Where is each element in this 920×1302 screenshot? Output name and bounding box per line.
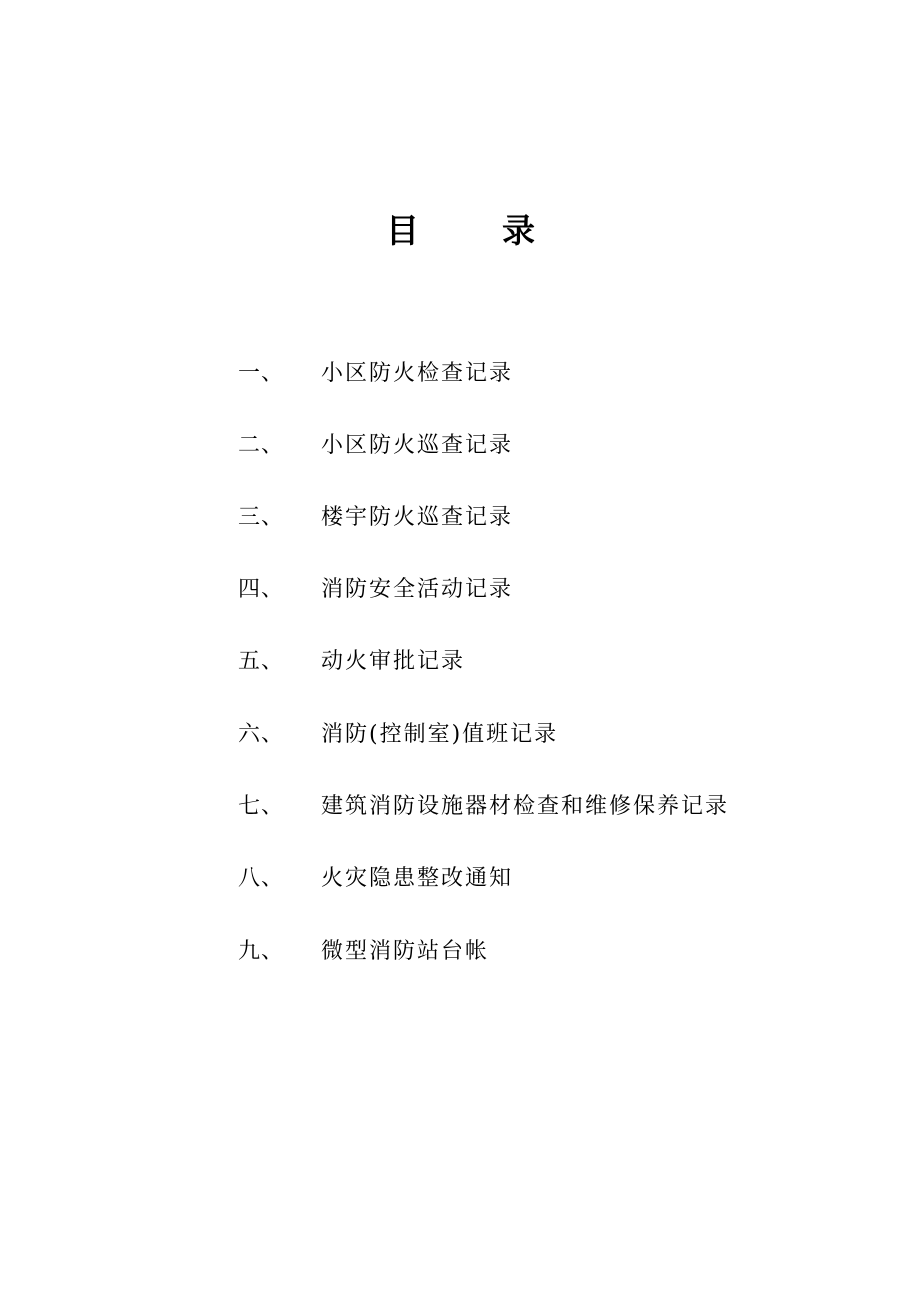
toc-item-number: 八、 bbox=[238, 866, 285, 891]
toc-item-number: 五、 bbox=[238, 649, 285, 674]
toc-item-number: 九、 bbox=[238, 939, 285, 964]
toc-item bbox=[0, 859, 920, 899]
toc-item-title: 消防(控制室)值班记录 bbox=[321, 722, 559, 747]
toc-item-title: 火灾隐患整改通知 bbox=[321, 866, 514, 891]
toc-item bbox=[0, 354, 920, 394]
toc-item-title: 小区防火巡查记录 bbox=[321, 433, 514, 458]
toc-item bbox=[0, 570, 920, 610]
toc-item bbox=[0, 932, 920, 972]
toc-item-number: 三、 bbox=[238, 505, 285, 530]
title-char-1: 目 bbox=[386, 211, 419, 250]
toc-item bbox=[0, 642, 920, 682]
title-char-2: 录 bbox=[502, 211, 535, 250]
toc-item-title: 动火审批记录 bbox=[321, 649, 466, 674]
toc-item-title: 建筑消防设施器材检查和维修保养记录 bbox=[321, 794, 730, 819]
toc-item-title: 楼宇防火巡查记录 bbox=[321, 505, 514, 530]
toc-item-title: 小区防火检查记录 bbox=[321, 361, 514, 386]
toc-item-title: 消防安全活动记录 bbox=[321, 577, 514, 602]
toc-item-number: 二、 bbox=[238, 433, 285, 458]
toc-item bbox=[0, 715, 920, 755]
toc-item-title: 微型消防站台帐 bbox=[321, 939, 490, 964]
toc-item-number: 四、 bbox=[238, 577, 285, 602]
toc-item-number: 六、 bbox=[238, 722, 285, 747]
toc-item-number: 七、 bbox=[238, 794, 285, 819]
page-title bbox=[0, 207, 920, 255]
toc-item bbox=[0, 498, 920, 538]
toc-item-number: 一、 bbox=[238, 361, 285, 386]
toc-item bbox=[0, 426, 920, 466]
toc-item bbox=[0, 787, 920, 827]
